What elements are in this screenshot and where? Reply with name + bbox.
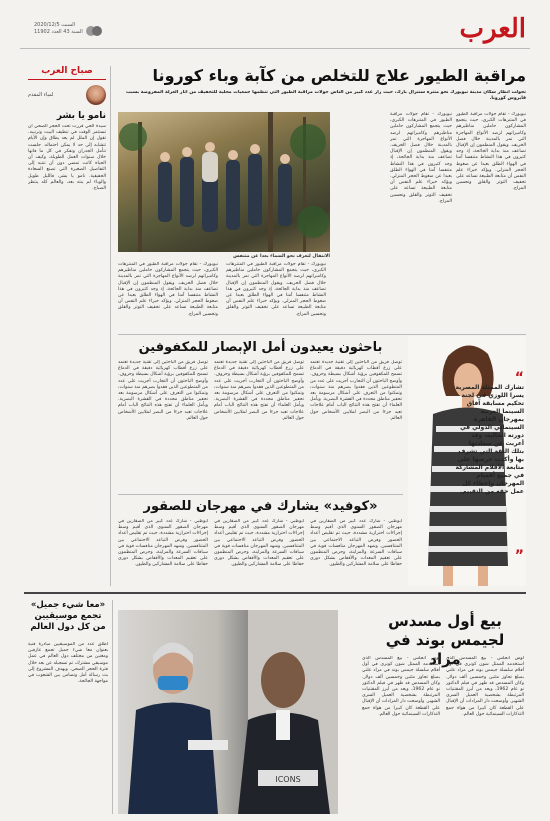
column-box	[28, 66, 106, 586]
story2-body-2: توصل فريق من الباحثين إلى تقنية جديدة تعتمد على زرع أقطاب كهربائية دقيقة في الدماغ تسمح للمكفوفين برؤية أشكال بسيطة وحروف. وأوضح الباحثون أن التجارب أجريت على عدد من المتطوعين الذين فقدوا بصرهم منذ سنوات، وتمكنوا من التعرف على أشكال مرسومة بعد تحفيز مناطق محددة في القشرة البصرية. ويأمل العلماء أن تفتح هذه النتائج الباب أمام علاجات تعيد جزءا من البصر لملايين الأشخاص حول العالم.	[214, 360, 304, 421]
column-author: لمياء المقدم	[28, 92, 54, 98]
masthead-logo: العرب	[459, 14, 526, 44]
masthead-rule	[20, 48, 530, 49]
story2-bottom-rule	[118, 494, 403, 495]
lead-bottom-rule	[118, 334, 526, 335]
column-rule	[28, 79, 106, 80]
story3-body-3: أبوظبي - شارك عدد كبير من الصقارين في مهرجان الصقور السنوي الذي أقيم وسط إجراءات احترازية مشددة، حيث تم تقليص أعداد الحضور وفرض التباعد الاجتماعي بين المتنافسين. وشهد المهرجان منافسات قوية في سباقات السرعة والمزاينة، وحرص المنظمون على تعقيم المعدات والأقفاص بشكل دوري حفاظا على سلامة المشاركين والطيور.	[310, 519, 402, 568]
lead-body-2: نيويورك - تقام جولات مراقبة الطيور في المتنزهات الكبرى، حيث يتجمع المشاركون حاملين مناظيرهم وكاميراتهم لرصد الأنواع المهاجرة التي تمر بالمدينة خلال فصل الخريف. ويقول المنظمون إن الإقبال تضاعف منذ بداية الجائحة، إذ وجد كثيرون في هذا النشاط متنفسا آمنا في الهواء الطلق بعيدا عن ضغوط الحجر المنزلي. ويؤكد خبراء علم النفس أن متابعة الطبيعة تساعد على تخفيف التوتر والقلق وتحسين المزاج.	[390, 112, 452, 204]
masthead	[0, 0, 550, 60]
story4-body: أطلق عدد من الموسيقيين مبادرة فنية بعنوان معا شيء جميل تجمع عازفين ومغنين من مختلف دول العالم في عمل موسيقي مشترك، تم تسجيله عن بعد خلال فترة الحجر الصحي. ويهدف المشروع إلى بث رسالة أمل وتضامن بين الشعوب في مواجهة الجائحة.	[28, 642, 108, 685]
story3-body-1: أبوظبي - شارك عدد كبير من الصقارين في مهرجان الصقور السنوي الذي أقيم وسط إجراءات احترازية مشددة، حيث تم تقليص أعداد الحضور وفرض التباعد الاجتماعي بين المتنافسين. وشهد المهرجان منافسات قوية في سباقات السرعة والمزاينة، وحرص المنظمون على تعقيم المعدات والأقفاص بشكل دوري حفاظا على سلامة المشاركين والطيور.	[118, 519, 208, 568]
sidebar-quote-body: تشارك الممثلة المصرية يسرا اللوزي في لجنة تحكيم مسابقة آفاق السينما العربية بمهرجان القاهرة السينمائي الدولي في دورته الحالية، وقد أعربت عن سعادتها بتلك الثقة التي تشرف بها وأكدت حرصها على متابعة الأفلام المشاركة في جميع أقسام المهرجان وإعطاء كل عمل حقه من التقييم.	[455, 384, 524, 495]
lead-body-1: نيويورك - تقام جولات مراقبة الطيور في المتنزهات الكبرى، حيث يتجمع المشاركون حاملين مناظيرهم وكاميراتهم لرصد الأنواع المهاجرة التي تمر بالمدينة خلال فصل الخريف. ويقول المنظمون إن الإقبال تضاعف منذ بداية الجائحة، إذ وجد كثيرون في هذا النشاط متنفسا آمنا في الهواء الطلق بعيدا عن ضغوط الحجر المنزلي. ويؤكد خبراء علم النفس أن متابعة الطبيعة تساعد على تخفيف التوتر والقلق وتحسين المزاج.	[456, 112, 526, 192]
bottom-section-rule	[24, 592, 526, 594]
masthead-issue: السنة 43 العدد 11902	[34, 29, 83, 35]
svg-text:ICONS: ICONS	[275, 775, 301, 784]
story5-body-2: لوس أنجلس - بيع المسدس الذي استخدمه الممثل شون كونري في أول أفلام سلسلة جيمس بوند في مزاد علني بمبلغ تجاوز مئتين وخمسين ألف دولار. وكان المسدس قد ظهر في فيلم الدكتور نو عام 1962، ويعد من أبرز المقتنيات المرتبطة بشخصية العميل السري الشهير. وأوضحت دار المزادات أن الإقبال على القطعة كان كبيرا من هواة جمع التذكارات السينمائية حول العالم.	[362, 656, 440, 717]
quote-close-icon: ”	[514, 548, 524, 564]
birdwatchers-photo	[118, 112, 330, 252]
story4-headline: «معا شيء جميل» تجمع موسيقيين من كل دول العالم	[30, 600, 106, 632]
story5-headline: بيع أول مسدس لجيمس بوند في مزاد	[385, 612, 505, 668]
masthead-emblem-icon	[86, 22, 102, 34]
lead-intro: تحولت انظار سكان مدينة نيويورك نحو متنزه سنترال بارك، حيث زار عدد كبير من الناس جولات مراقبة الطيور التي تنظمها جمعيات محلية للتخفيف من آثار العزلة المفروضة بسبب فايروس كورونا.	[126, 90, 526, 102]
column-title: نامو يا بشر	[56, 111, 106, 121]
story3-body-2: أبوظبي - شارك عدد كبير من الصقارين في مهرجان الصقور السنوي الذي أقيم وسط إجراءات احترازية مشددة، حيث تم تقليص أعداد الحضور وفرض التباعد الاجتماعي بين المتنافسين. وشهد المهرجان منافسات قوية في سباقات السرعة والمزاينة، وحرص المنظمون على تعقيم المعدات والأقفاص بشكل دوري حفاظا على سلامة المشاركين والطيور.	[214, 519, 304, 568]
author-avatar	[86, 85, 106, 105]
story2-headline: باحثون يعيدون أمل الإبصار للمكفوفين	[138, 340, 383, 355]
lead-body-3: نيويورك - تقام جولات مراقبة الطيور في المتنزهات الكبرى، حيث يتجمع المشاركون حاملين مناظيرهم وكاميراتهم لرصد الأنواع المهاجرة التي تمر بالمدينة خلال فصل الخريف. ويقول المنظمون إن الإقبال تضاعف منذ بداية الجائحة، إذ وجد كثيرون في هذا النشاط متنفسا آمنا في الهواء الطلق بعيدا عن ضغوط الحجر المنزلي. ويؤكد خبراء علم النفس أن متابعة الطبيعة تساعد على تخفيف التوتر والقلق وتحسين المزاج.	[118, 262, 218, 317]
birdwatchers-caption: الانتقال لتعرف نحو السماء بعدا عن متنفس	[233, 254, 330, 259]
story2-body-3: توصل فريق من الباحثين إلى تقنية جديدة تعتمد على زرع أقطاب كهربائية دقيقة في الدماغ تسمح للمكفوفين برؤية أشكال بسيطة وحروف. وأوضح الباحثون أن التجارب أجريت على عدد من المتطوعين الذين فقدوا بصرهم منذ سنوات، وتمكنوا من التعرف على أشكال مرسومة بعد تحفيز مناطق محددة في القشرة البصرية. ويأمل العلماء أن تفتح هذه النتائج الباب أمام علاجات تعيد جزءا من البصر لملايين الأشخاص حول العالم.	[310, 360, 402, 421]
story5-body-1: لوس أنجلس - بيع المسدس الذي استخدمه الممثل شون كونري في أول أفلام سلسلة جيمس بوند في مزاد علني بمبلغ تجاوز مئتين وخمسين ألف دولار. وكان المسدس قد ظهر في فيلم الدكتور نو عام 1962، ويعد من أبرز المقتنيات المرتبطة بشخصية العميل السري الشهير. وأوضحت دار المزادات أن الإقبال على القطعة كان كبيرا من هواة جمع التذكارات السينمائية حول العالم.	[446, 656, 524, 717]
lead-body-4: نيويورك - تقام جولات مراقبة الطيور في المتنزهات الكبرى، حيث يتجمع المشاركون حاملين مناظيرهم وكاميراتهم لرصد الأنواع المهاجرة التي تمر بالمدينة خلال فصل الخريف. ويقول المنظمون إن الإقبال تضاعف منذ بداية الجائحة، إذ وجد كثيرون في هذا النشاط متنفسا آمنا في الهواء الطلق بعيدا عن ضغوط الحجر المنزلي. ويؤكد خبراء علم النفس أن متابعة الطبيعة تساعد على تخفيف التوتر والقلق وتحسين المزاج.	[226, 262, 326, 317]
column-divider	[110, 66, 111, 586]
column-body: سيدة الحي قررت تحت الحجر الصحي أن تستثمر الوقت في تنظيف البيت وترتيبه. تقول إن الملل لم يعد يطاق وإن الأيام تتشابه إلى حد لا يمكن احتماله. جلست تتأمل الجدران وتفكر في كل ما فاتها خلال سنوات العمل الطويلة، وكيف أن الحياة كانت تمضي دون أن تنتبه إلى التفاصيل الصغيرة التي تصنع السعادة الحقيقية. نامو يا بشر، فالليل طويل والوباء لم ينته بعد، والعالم كله ينتظر الصباح.	[28, 124, 106, 192]
story4-divider	[112, 600, 113, 814]
quote-open-icon: “	[514, 370, 524, 386]
lead-headline: مراقبة الطيور علاج للتخلص من كآبة وباء كورونا	[152, 66, 526, 85]
auction-photo	[118, 610, 338, 814]
story2-body-1: توصل فريق من الباحثين إلى تقنية جديدة تعتمد على زرع أقطاب كهربائية دقيقة في الدماغ تسمح للمكفوفين برؤية أشكال بسيطة وحروف. وأوضح الباحثون أن التجارب أجريت على عدد من المتطوعين الذين فقدوا بصرهم منذ سنوات، وتمكنوا من التعرف على أشكال مرسومة بعد تحفيز مناطق محددة في القشرة البصرية. ويأمل العلماء أن تفتح هذه النتائج الباب أمام علاجات تعيد جزءا من البصر لملايين الأشخاص حول العالم.	[118, 360, 208, 421]
column-section-title: صباح العرب	[41, 66, 93, 76]
masthead-date: السبت 2020/12/5	[34, 22, 76, 28]
story3-headline: «كوفيد» يشارك في مهرجان للصقور	[143, 499, 378, 514]
